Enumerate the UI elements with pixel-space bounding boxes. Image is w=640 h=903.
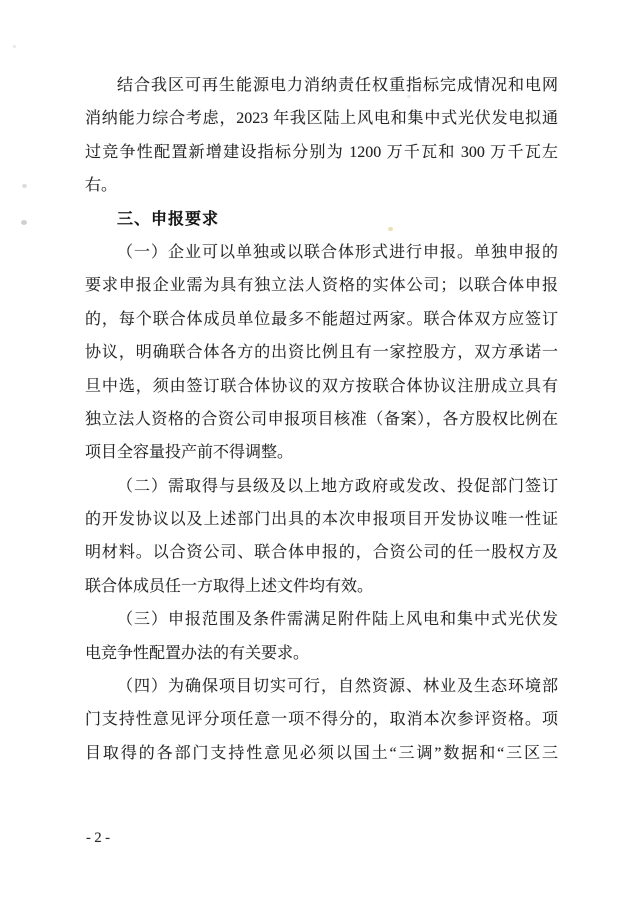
paragraph-line: 消纳能力综合考虑，2023 年我区陆上风电和集中式光伏发电拟通 bbox=[85, 110, 558, 128]
paragraph-line: 右。 bbox=[85, 177, 118, 195]
paragraph-line: 明材料。以合资公司、联合体申报的，合资公司的任一股权方及 bbox=[85, 544, 558, 562]
paragraph-line: 过竞争性配置新增建设指标分别为 1200 万千瓦和 300 万千瓦左 bbox=[85, 143, 558, 161]
scan-speck bbox=[13, 45, 16, 48]
paragraph-line: 独立法人资格的合资公司申报项目核准（备案），各方股权比例在 bbox=[85, 410, 558, 428]
paragraph-line: 旦中选，须由签订联合体协议的双方按联合体协议注册成立具有 bbox=[85, 377, 558, 395]
paragraph-line: 的开发协议以及上述部门出具的本次申报项目开发协议唯一性证 bbox=[85, 511, 558, 529]
paragraph-line: 电竞争性配置办法的有关要求。 bbox=[85, 644, 310, 662]
scan-speck bbox=[22, 184, 27, 188]
page-number: -2- bbox=[86, 830, 114, 846]
document-body bbox=[85, 69, 558, 770]
paragraph-line: 目取得的各部门支持性意见必须以国土“三调”数据和“三区三 bbox=[85, 744, 558, 762]
paragraph-line: 门支持性意见评分项任意一项不得分的，取消本次参评资格。项 bbox=[85, 711, 558, 729]
paragraph-line: （四）为确保项目切实可行，自然资源、林业及生态环境部 bbox=[117, 678, 558, 696]
paragraph-line: 结合我区可再生能源电力消纳责任权重指标完成情况和电网 bbox=[117, 77, 558, 94]
paragraph-line: （二）需取得与县级及以上地方政府或发改、投促部门签订 bbox=[117, 477, 558, 495]
paragraph-line: 的，每个联合体成员单位最多不能超过两家。联合体双方应签订 bbox=[85, 310, 558, 328]
paragraph-line: （一）企业可以单独或以联合体形式进行申报。单独申报的 bbox=[117, 243, 558, 261]
paragraph-line: 要求申报企业需为具有独立法人资格的实体公司；以联合体申报 bbox=[85, 277, 558, 295]
paragraph-line: 联合体成员任一方取得上述文件均有效。 bbox=[85, 577, 374, 595]
section-heading: 三、申报要求 bbox=[117, 210, 220, 228]
scan-speck bbox=[21, 220, 27, 225]
paragraph-line: （三）申报范围及条件需满足附件陆上风电和集中式光伏发 bbox=[117, 611, 558, 629]
paragraph-line: 协议，明确联合体各方的出资比例且有一家控股方，双方承诺一 bbox=[85, 344, 558, 362]
paragraph-line: 项目全容量投产前不得调整。 bbox=[85, 444, 294, 462]
